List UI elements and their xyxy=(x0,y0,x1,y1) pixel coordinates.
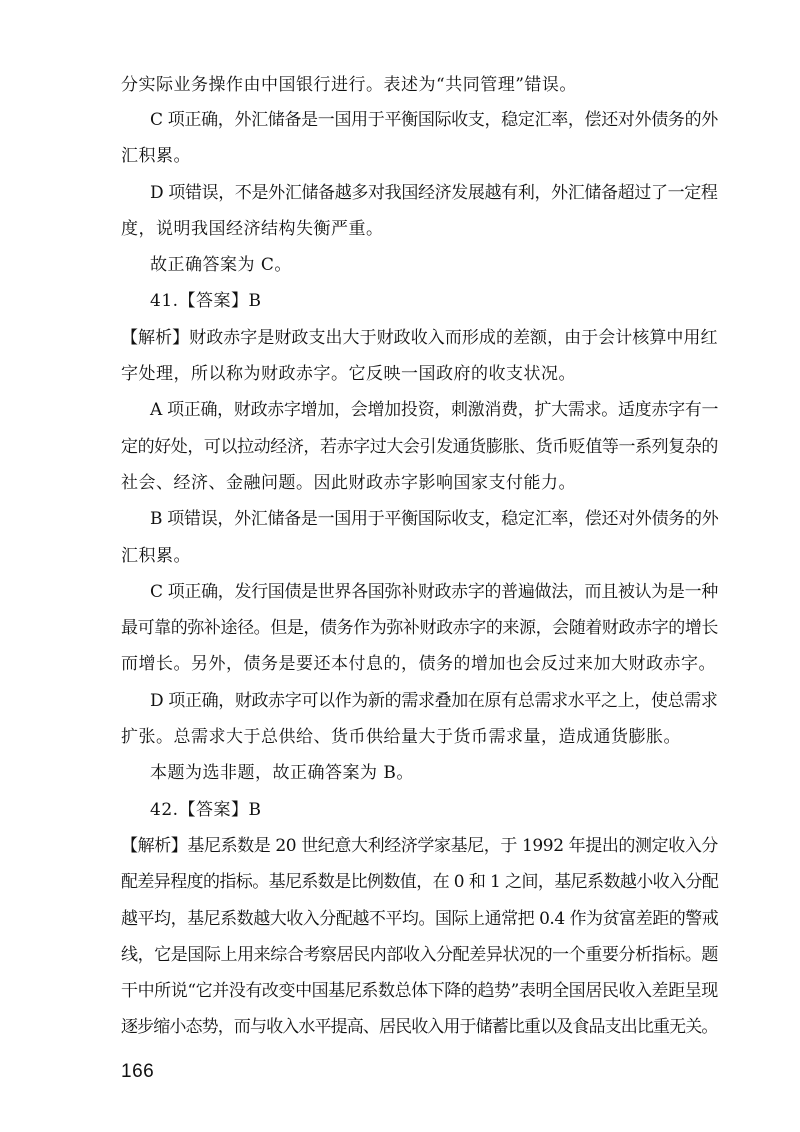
text-line: 而增长。另外，债务是要还本付息的，债务的增加也会反过来加大财政赤字。 xyxy=(121,654,716,674)
text-line: 配差异程度的指标。基尼系数是比例数值，在 0 和 1 之间，基尼系数越小收入分配 xyxy=(121,872,719,892)
text-line: 逐步缩小态势，而与收入水平提高、居民收入用于储蓄比重以及食品支出比重无关。 xyxy=(121,1017,718,1037)
text-line: C 项正确，发行国债是世界各国弥补财政赤字的普遍做法，而且被认为是一种 xyxy=(150,582,718,602)
answer-heading: 42.【答案】B xyxy=(150,800,262,820)
text-line: 扩张。总需求大于总供给、货币供给量大于货币需求量，造成通货膨胀。 xyxy=(121,727,681,747)
text-line: 分实际业务操作由中国银行进行。表述为“共同管理”错误。 xyxy=(121,75,577,95)
text-line: 干中所说“它并没有改变中国基尼系数总体下降的趋势”表明全国居民收入差距呈现 xyxy=(121,981,718,1001)
text-line: 最可靠的弥补途径。但是，债务作为弥补财政赤字的来源，会随着财政赤字的增长 xyxy=(121,618,718,638)
text-line: 线，它是国际上用来综合考察居民内部收入分配差异状况的一个重要分析指标。题 xyxy=(121,945,718,965)
text-line: 【解析】财政赤字是财政支出大于财政收入而形成的差额，由于会计核算中用红 xyxy=(121,328,718,348)
text-line: B 项错误，外汇储备是一国用于平衡国际收支，稳定汇率，偿还对外债务的外 xyxy=(150,509,719,529)
text-line: 故正确答案为 C。 xyxy=(150,255,292,275)
text-line: 社会、经济、金融问题。因此财政赤字影响国家支付能力。 xyxy=(121,473,576,493)
answer-heading: 41.【答案】B xyxy=(150,291,262,311)
text-line: 本题为选非题，故正确答案为 B。 xyxy=(150,763,414,783)
text-line: 汇积累。 xyxy=(121,146,191,166)
text-line: 定的好处，可以拉动经济，若赤字过大会引发通货膨胀、货币贬值等一系列复杂的 xyxy=(121,437,718,457)
page-number: 166 xyxy=(121,1061,155,1082)
text-line: 度，说明我国经济结构失衡严重。 xyxy=(121,219,384,239)
text-line: D 项错误，不是外汇储备越多对我国经济发展越有利，外汇储备超过了一定程 xyxy=(150,183,718,203)
text-line: D 项正确，财政赤字可以作为新的需求叠加在原有总需求水平之上，使总需求 xyxy=(150,691,718,711)
text-line: C 项正确，外汇储备是一国用于平衡国际收支，稳定汇率，偿还对外债务的外 xyxy=(150,110,718,130)
text-line: A 项正确，财政赤字增加，会增加投资，刺激消费，扩大需求。适度赤字有一 xyxy=(150,400,719,420)
text-line: 【解析】基尼系数是 20 世纪意大利经济学家基尼，于 1992 年提出的测定收入分 xyxy=(121,836,719,856)
text-line: 字处理，所以称为财政赤字。它反映一国政府的收支状况。 xyxy=(121,364,576,384)
text-line: 汇积累。 xyxy=(121,546,191,566)
text-line: 越平均，基尼系数越大收入分配越不平均。国际上通常把 0.4 作为贫富差距的警戒 xyxy=(121,909,719,929)
